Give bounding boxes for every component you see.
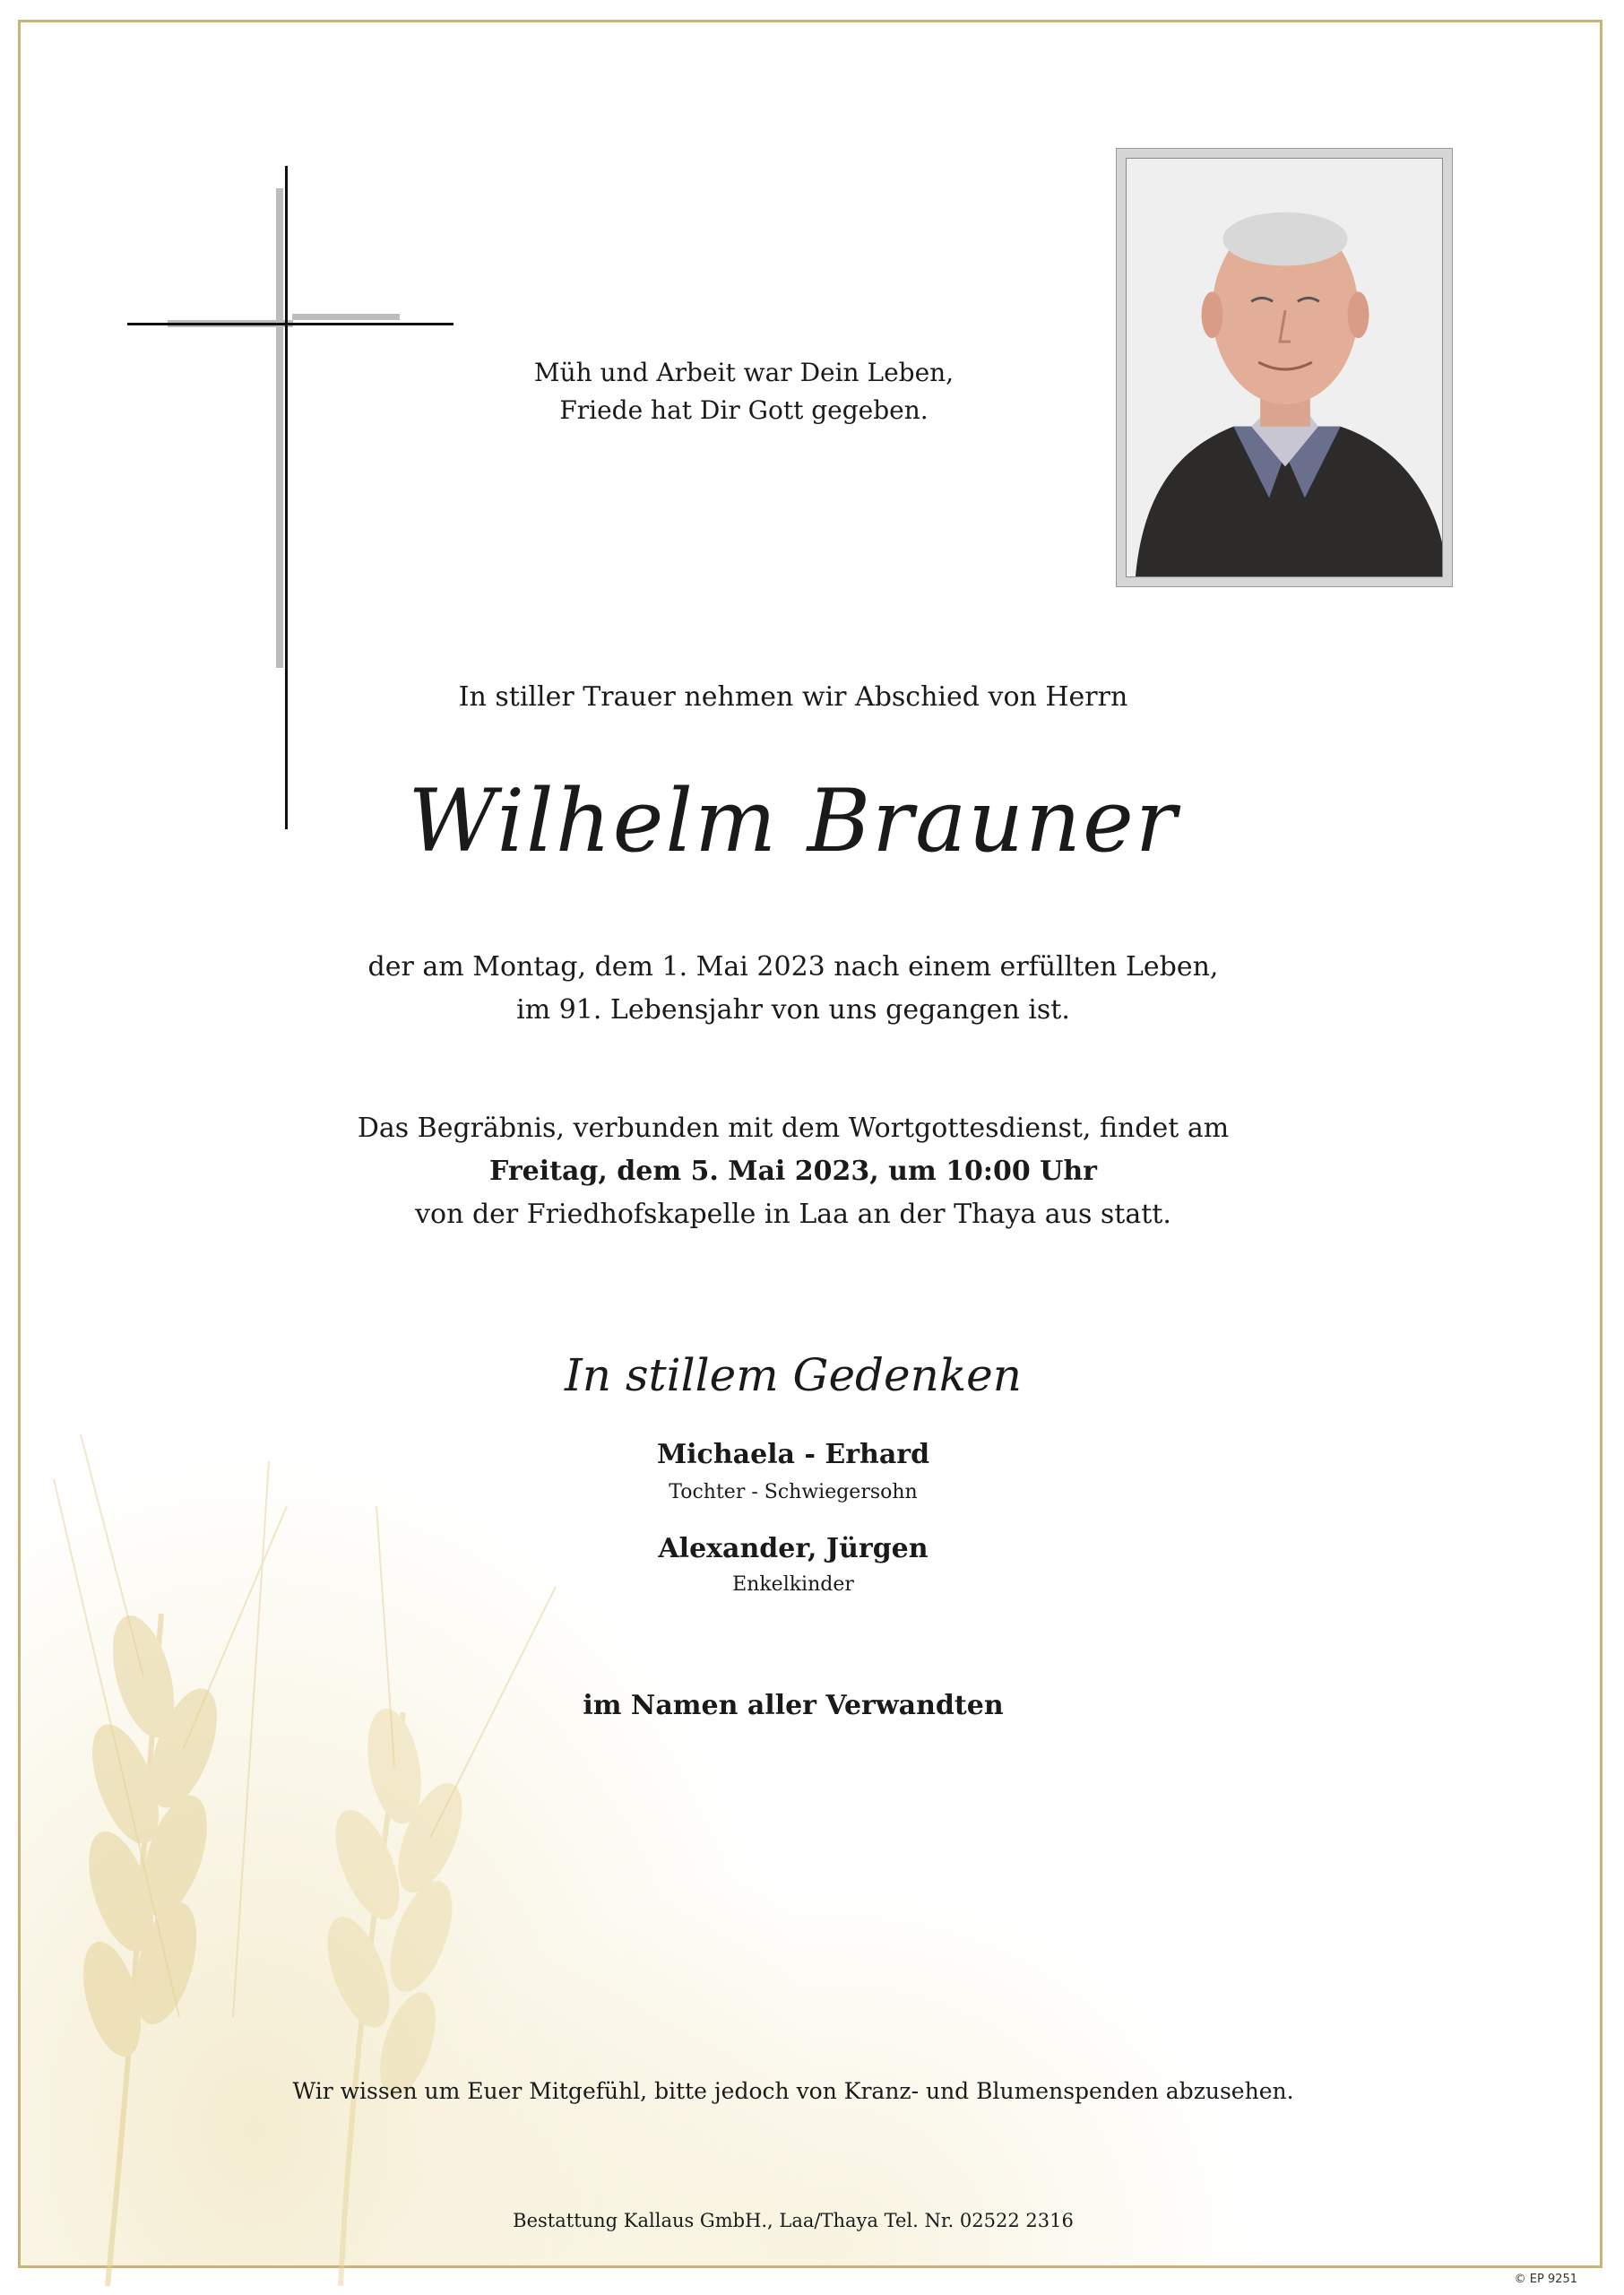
print-code: © EP 9251: [1514, 2273, 1577, 2286]
funeral-line-3: von der Friedhofskapelle in Laa an der Thaya aus statt.: [415, 1199, 1171, 1230]
verse: [296, 354, 1192, 429]
funeral-home: Bestattung Kallaus GmbH., Laa/Thaya Tel. Nr. 02522 2316: [513, 2210, 1074, 2231]
verse-line-2: Friede hat Dir Gott gegeben.: [559, 395, 929, 425]
memory-title: In stillem Gedenken: [565, 1349, 1022, 1401]
cross-icon: [125, 166, 466, 847]
funeral-info: [143, 1107, 1443, 1236]
verse-line-1: Müh und Arbeit war Dein Leben,: [533, 358, 955, 387]
relatives-text: im Namen aller Verwandten: [583, 1690, 1004, 1721]
deceased-name: Wilhelm Brauner: [408, 771, 1179, 871]
funeral-line-1: Das Begräbnis, verbunden mit dem Wortgottesdienst, findet am: [357, 1113, 1230, 1144]
funeral-date: Freitag, dem 5. Mai 2023, um 10:00 Uhr: [489, 1156, 1097, 1187]
intro-text: In stiller Trauer nehmen wir Abschied von Herrn: [458, 681, 1128, 713]
death-notice-line-1: der am Montag, dem 1. Mai 2023 nach einem erfüllten Leben,: [367, 951, 1219, 983]
death-notice-line-2: im 91. Lebensjahr von uns gegangen ist.: [516, 994, 1070, 1026]
mourner-name: Alexander, Jürgen: [658, 1533, 929, 1564]
death-notice: [143, 946, 1443, 1032]
mourner-role: Enkelkinder: [732, 1573, 854, 1596]
mourner-name: Michaela - Erhard: [656, 1439, 930, 1470]
mourner-role: Tochter - Schwiegersohn: [669, 1481, 918, 1503]
donation-note: Wir wissen um Euer Mitgefühl, bitte jedoch von Kranz- und Blumenspenden abzusehen.: [292, 2078, 1294, 2104]
